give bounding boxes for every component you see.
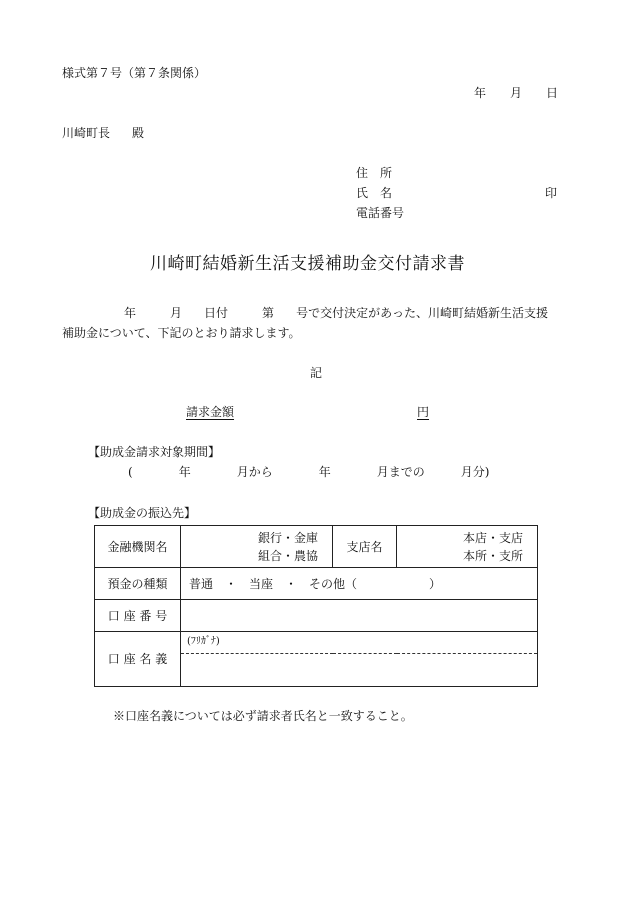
institution-label: 金融機関名 [95,526,181,568]
account-number-field[interactable] [181,600,538,632]
date-year: 年 [474,86,487,100]
addressee-name: 川崎町長 [62,126,111,140]
deposit-types[interactable]: 普通 ・ 当座 ・ その他（ ） [181,568,538,600]
body-month: 月 [170,306,183,320]
claim-amount-unit: 円 [417,405,430,419]
body-dai: 第 [262,306,275,320]
body-line1-rest: 号で交付決定があった、川崎町結婚新生活支援 [296,306,548,320]
account-name-label: 口 座 名 義 [95,632,181,687]
bank-types-cell[interactable] [181,526,333,568]
period-open: ( [128,465,133,479]
body-line-2: 補助金について、下記のとおり請求します。 [62,326,301,340]
account-number-row [95,600,538,632]
deposit-type-label: 預金の種類 [95,568,181,600]
period-line [128,466,489,478]
seal-mark: 印 [545,186,558,200]
form-number: 様式第７号（第７条関係） [62,66,207,80]
account-name-note: ※口座名義については必ず請求者氏名と一致すること。 [113,709,413,723]
document-title: 川崎町結婚新生活支援補助金交付請求書 [150,254,465,274]
account-name-field[interactable] [181,654,538,687]
branch-types-cell[interactable] [397,526,538,568]
addressee-honorific: 殿 [132,126,145,140]
applicant-address-label: 住 所 [356,166,393,180]
period-heading: 【助成金請求対象期間】 [88,445,221,459]
period-year-2: 年 [318,465,331,479]
date-day: 日 [546,86,559,100]
account-number-label: 口 座 番 号 [95,600,181,632]
claim-amount-label: 請求金額 [186,405,235,419]
furigana-field[interactable] [181,632,538,654]
claim-amount [186,406,429,418]
bank-account-table [94,525,538,687]
date-line [474,87,558,99]
branch-types-line-2: 本所・支所 [462,548,523,563]
applicant-name-label: 氏 名 [356,186,393,200]
branch-types-line-1: 本店・支店 [462,530,523,545]
bank-heading: 【助成金の振込先】 [88,506,197,520]
body-year: 年 [124,306,137,320]
furigana-label: (ﾌﾘｶﾞﾅ) [187,636,220,647]
ki-mark: 記 [310,366,323,380]
bank-types-line-1: 銀行・金庫 [257,530,318,545]
account-name-kana-row [95,632,538,654]
deposit-type-row [95,568,538,600]
period-until: 月までの [376,465,425,479]
branch-label: 支店名 [333,526,397,568]
body-dated: 日付 [204,306,229,320]
period-year-1: 年 [178,465,191,479]
period-months: 月分) [460,465,490,479]
period-from: 月から [236,465,273,479]
date-month: 月 [510,86,523,100]
institution-row [95,526,538,568]
addressee [62,127,144,139]
applicant-phone-label: 電話番号 [356,206,405,220]
bank-types-line-2: 組合・農協 [257,548,318,563]
body-line-1 [124,307,548,319]
